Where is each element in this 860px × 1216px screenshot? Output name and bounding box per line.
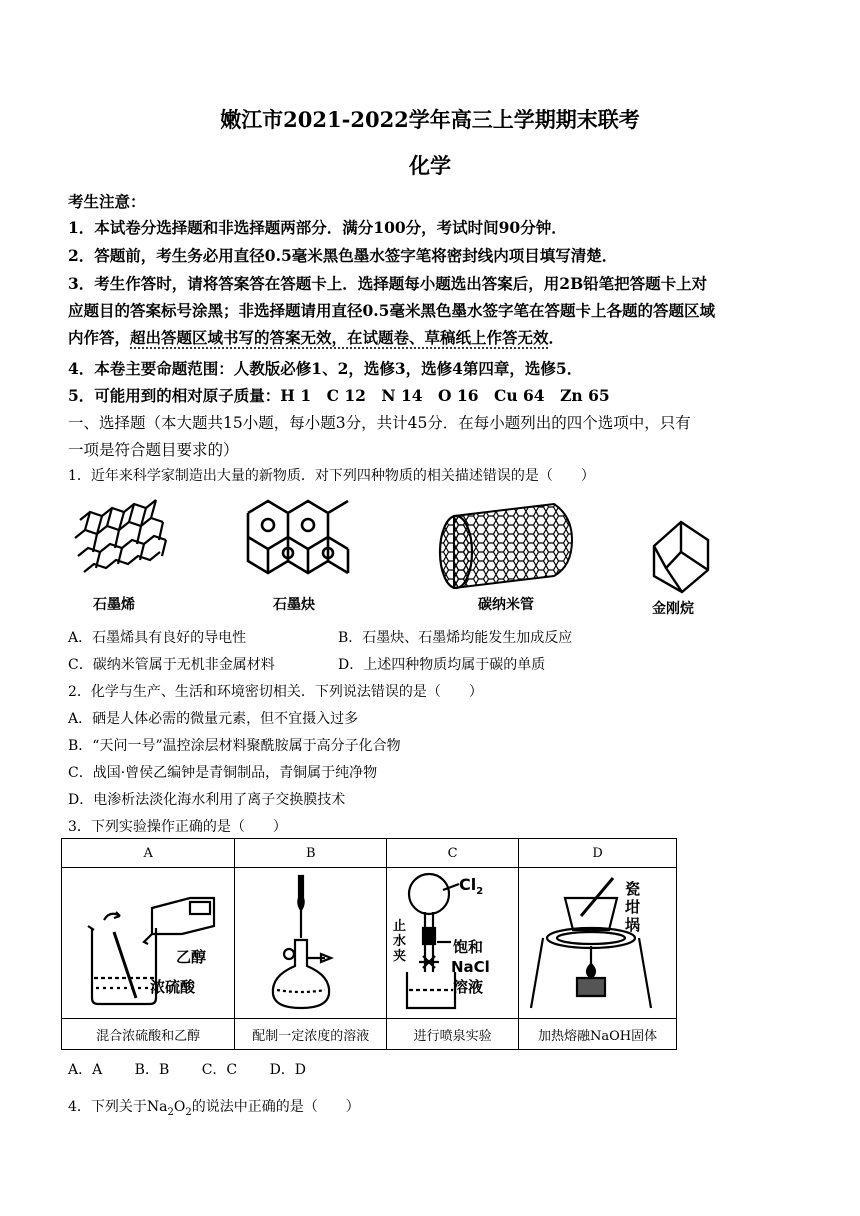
q2-option-a: A．硒是人体必需的微量元素，但不宜摄入过多 xyxy=(68,711,359,727)
q3-table xyxy=(61,838,677,1050)
q3-figure-d xyxy=(521,868,675,1014)
notice-3-end-a: 内作答， xyxy=(68,328,131,347)
q3-figure-c-cell xyxy=(387,868,519,1019)
section-heading-1: 一、选择题（本大题共15小题，每小题3分，共计45分．在每小题列出的四个选项中，只有 xyxy=(68,414,691,432)
notice-4: 4．本卷主要命题范围：人教版必修1、2，选修3，选修4第四章，选修5． xyxy=(68,359,583,378)
q3-options: A．A B．B C．C D．D xyxy=(68,1062,307,1078)
q3-figure-a xyxy=(64,868,232,1014)
fig-c-label-cl: Cl xyxy=(458,875,476,894)
q4-stem-pre: 4．下列关于 xyxy=(68,1099,147,1115)
q3-label-c: 进行喷泉实验 xyxy=(387,1019,519,1050)
q3-figure-b xyxy=(237,868,385,1014)
label-graphyne: 石墨炔 xyxy=(273,597,315,613)
q3-header-d: D xyxy=(519,839,677,868)
fig-c-label-saturated: 饱和 xyxy=(452,938,483,956)
notice-heading: 考生注意： xyxy=(68,192,146,211)
q4-stem-post: 的说法中正确的是（ ） xyxy=(191,1099,360,1115)
graphyne-figure xyxy=(238,493,358,585)
q3-stem: 3．下列实验操作正确的是（ ） xyxy=(68,819,287,835)
label-graphene: 石墨烯 xyxy=(93,597,135,613)
q1-option-a: A．石墨烯具有良好的导电性 xyxy=(68,630,247,646)
fig-c-label-nacl: NaCl xyxy=(450,958,490,976)
notice-3: 3．考生作答时，请将答案答在答题卡上．选择题每小题选出答案后，用2B铅笔把答题卡上对 xyxy=(68,274,708,293)
q1-stem: 1．近年来科学家制造出大量的新物质．对下列四种物质的相关描述错误的是（ ） xyxy=(68,468,595,484)
fig-d-label-1: 瓷 xyxy=(624,880,640,898)
fig-d-label-2: 坩 xyxy=(624,898,640,916)
q3-figure-c xyxy=(389,868,517,1014)
q3-figure-a-cell xyxy=(62,868,235,1019)
fig-c-label-cl-sub: 2 xyxy=(475,886,483,897)
notice-3-emphasis: 超出答题区域书写的答案无效，在试题卷、草稿纸上作答无效 xyxy=(130,328,549,347)
q3-label-d: 加热熔融NaOH固体 xyxy=(519,1019,677,1050)
fig-c-label-clamp: 夹 xyxy=(392,949,406,964)
exam-title: 嫩江市2021-2022学年高三上学期期末联考 xyxy=(220,107,640,132)
q1-option-b: B．石墨炔、石墨烯均能发生加成反应 xyxy=(338,630,573,646)
notice-5: 5．可能用到的相对原子质量：H 1 C 12 N 14 O 16 Cu 64 Zn 65 xyxy=(68,386,610,405)
fig-c-label-solution: 溶液 xyxy=(452,978,483,996)
q2-option-c: C．战国·曾侯乙编钟是青铜制品，青铜属于纯净物 xyxy=(68,765,378,781)
q3-header-b: B xyxy=(235,839,387,868)
q2-option-b: B．“天问一号”温控涂层材料聚酰胺属于高分子化合物 xyxy=(68,738,401,754)
adamantane-figure xyxy=(646,518,716,598)
fig-a-label-ethanol: 乙醇 xyxy=(176,948,207,966)
q2-option-d: D．电渗析法淡化海水利用了离子交换膜技术 xyxy=(68,792,346,808)
q3-label-b: 配制一定浓度的溶液 xyxy=(235,1019,387,1050)
notice-3-end xyxy=(68,326,564,348)
notice-3-cont: 应题目的答案标号涂黑；非选择题请用直径0.5毫米黑色墨水签字笔在答题卡上各题的答题区域 xyxy=(68,301,715,320)
q4-formula-na: Na xyxy=(146,1099,168,1115)
fig-c-label-water: 水 xyxy=(392,934,406,949)
svg-text:Cl2 xyxy=(459,875,483,897)
q3-figure-d-cell xyxy=(519,868,677,1019)
q2-stem: 2．化学与生产、生活和环境密切相关．下列说法错误的是（ ） xyxy=(68,684,483,700)
q4-stem xyxy=(68,1096,360,1118)
q3-header-c: C xyxy=(387,839,519,868)
q3-header-a: A xyxy=(62,839,235,868)
notice-3-end-b: ． xyxy=(548,328,565,347)
q3-label-a: 混合浓硫酸和乙醇 xyxy=(62,1019,235,1050)
graphene-figure xyxy=(70,490,180,585)
fig-a-label-sulfuric: 浓硫酸 xyxy=(150,978,196,996)
notice-2: 2．答题前，考生务必用直径0.5毫米黑色墨水签字笔将密封线内项目填写清楚． xyxy=(68,246,618,265)
q1-option-c: C．碳纳米管属于无机非金属材料 xyxy=(68,657,275,673)
fig-c-label-stop: 止 xyxy=(392,919,406,934)
q1-option-d: D．上述四种物质均属于碳的单质 xyxy=(338,657,546,673)
label-carbon-nanotube: 碳纳米管 xyxy=(478,597,534,613)
q4-formula-sub2: 2 xyxy=(185,1106,192,1118)
q4-formula-sub1: 2 xyxy=(167,1106,174,1118)
fig-d-label-3: 埚 xyxy=(624,916,640,934)
section-heading-2: 一项是符合题目要求的） xyxy=(68,441,239,459)
q4-formula-o: O xyxy=(173,1099,186,1115)
label-adamantane: 金刚烷 xyxy=(652,601,694,617)
q3-figure-b-cell xyxy=(235,868,387,1019)
notice-1: 1．本试卷分选择题和非选择题两部分．满分100分，考试时间90分钟． xyxy=(68,218,567,237)
carbon-nanotube-figure xyxy=(436,498,576,590)
exam-subject: 化学 xyxy=(409,153,451,178)
